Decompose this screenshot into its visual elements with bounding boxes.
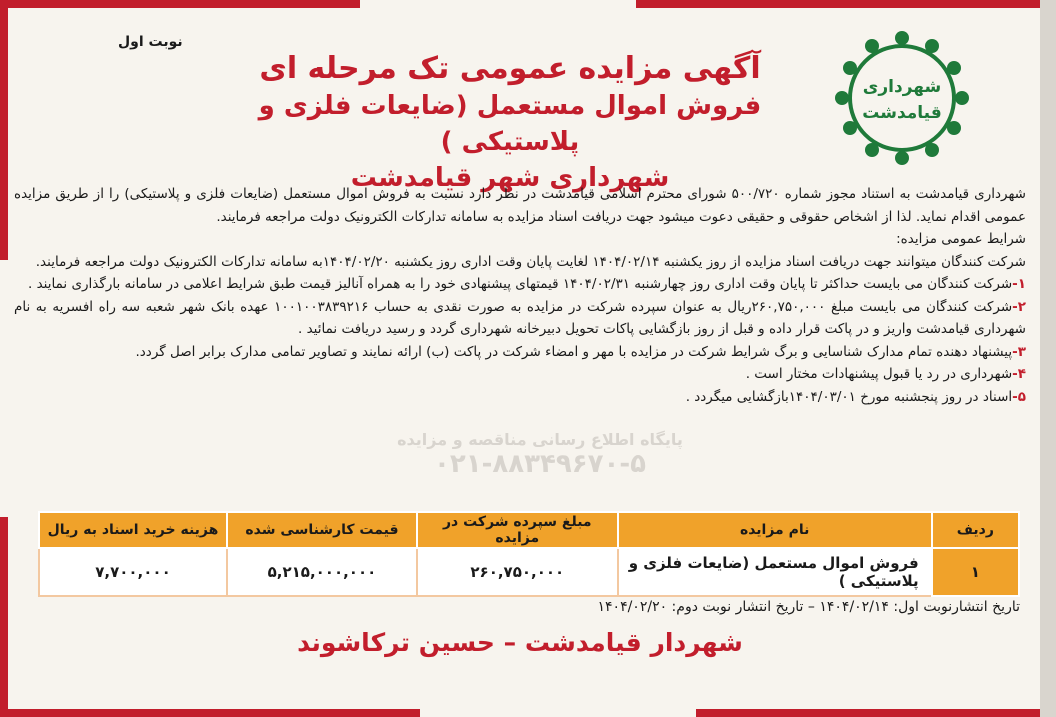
condition-item [14, 296, 1026, 341]
condition-item [14, 363, 1026, 386]
condition-text: شرکت کنندگان می بایست حداکثر تا پایان وقت اداری روز چهارشنبه ۱۴۰۴/۰۲/۳۱ قیمتهای پیشنهادی خود را به همراه آنالیز قیمت طبق شرایط اعلامی در سامانه بارگذاری نمایند . [28, 276, 1013, 292]
frame-corner [0, 709, 420, 717]
cell-appraisal: ۵,۲۱۵,۰۰۰,۰۰۰ [227, 548, 417, 596]
municipality-logo [832, 28, 972, 168]
frame-corner [636, 0, 1056, 8]
conditions-title: شرایط عمومی مزایده: [896, 231, 1026, 247]
conditions-intro: شرکت کنندگان میتوانند جهت دریافت اسناد مزایده از روز یکشنبه ۱۴۰۴/۰۲/۱۴ لغایت پایان وقت اداری روز یکشنبه ۱۴۰۴/۰۲/۲۰به سامانه تدارکات الکترونیک دولت مراجعه فرمایند. [35, 253, 1026, 270]
announcement-body [14, 183, 1026, 408]
condition-text: شهرداری در رد یا قبول پیشنهادات مختار است . [745, 366, 1013, 382]
frame-corner [696, 709, 1056, 717]
condition-item [14, 386, 1026, 409]
condition-item [14, 273, 1026, 296]
frame-corner [0, 0, 8, 260]
column-header-fee: هزینه خرید اسناد به ریال [39, 512, 227, 548]
logo-text-1: شهرداری [862, 77, 942, 97]
cell-row-number: ۱ [932, 548, 1019, 596]
logo-text-2: قیامدشت [862, 103, 942, 123]
frame-corner [0, 517, 8, 717]
column-header-row: ردیف [932, 512, 1019, 548]
condition-number: ۲- [1012, 298, 1026, 315]
condition-number: ۴- [1012, 366, 1026, 382]
issue-label: نوبت اول [118, 34, 183, 50]
cell-auction-name: فروش اموال مستعمل (ضایعات فلزی و پلاستیکی ) [618, 548, 932, 596]
title-block [200, 50, 820, 196]
column-header-appraisal: قیمت کارشناسی شده [227, 512, 417, 548]
watermark-line-2: ۰۲۱-۸۸۳۴۹۶۷۰-۵ [433, 449, 646, 479]
frame-corner [0, 0, 360, 8]
column-header-name: نام مزایده [618, 512, 932, 548]
title-line-2: فروش اموال مستعمل (ضایعات فلزی و پلاستیکی ) [258, 91, 762, 157]
condition-item [14, 341, 1026, 364]
cell-fee: ۷,۷۰۰,۰۰۰ [39, 548, 227, 596]
title-line-1: آگهی مزایده عمومی تک مرحله ای [259, 51, 761, 86]
column-header-deposit: مبلغ سپرده شرکت در مزایده [417, 512, 618, 548]
condition-number: ۵- [1012, 388, 1026, 405]
cell-deposit: ۲۶۰,۷۵۰,۰۰۰ [417, 548, 618, 596]
condition-text: اسناد در روز پنجشنبه مورخ ۱۴۰۴/۰۳/۰۱بازگشایی میگردد . [685, 388, 1013, 405]
condition-number: ۳- [1012, 343, 1026, 360]
publication-dates: تاریخ انتشارنوبت اول: ۱۴۰۴/۰۲/۱۴ – تاریخ انتشار نوبت دوم: ۱۴۰۴/۰۲/۲۰ [597, 599, 1020, 615]
title-line-3: شهرداری شهر قیامدشت [350, 163, 670, 193]
watermark-line-1: پایگاه اطلاع رسانی مناقصه و مزایده [397, 430, 683, 449]
intro-paragraph: شهرداری قیامدشت به استناد مجوز شماره ۵۰۰/۷۲۰ شورای محترم اسلامی قیامدشت در نظر دارد نسبت به فروش اموال مستعمل (ضایعات فلزی و پلاستیکی) را از طریق مزایده عمومی اقدام نماید. لذا از اشخاص حقوقی و حقیقی دعوت میشود جهت دریافت اسناد مزایده به سامانه تدارکات الکترونیک دولت مراجعه فرمایند. [14, 186, 1026, 225]
watermark [330, 430, 750, 479]
auction-table [38, 511, 1020, 597]
condition-text: پیشنهاد دهنده تمام مدارک شناسایی و برگ شرایط شرکت در مزایده با مهر و امضاء شرکت در پاکت (ب) ارائه نمایند و تصاویر تمامی مدارک برابر اصل گردد. [135, 343, 1013, 360]
page-edge [1040, 0, 1056, 717]
condition-number: ۱- [1012, 276, 1026, 292]
signer: شهردار قیامدشت – حسین ترکاشوند [297, 628, 743, 657]
condition-text: شرکت کنندگان می بایست مبلغ ۲۶۰,۷۵۰,۰۰۰ریال به عنوان سپرده شرکت در مزایده به صورت نقدی به حساب ۱۰۰۱۰۰۳۸۳۹۲۱۶ عهده بانک شهر شعبه سه راه افسریه به نام شهرداری قیامدشت واریز و در پاکت قرار داده و قبل از روز بازگشایی پاکات تحویل دبیرخانه شهرداری گردد و رسید دریافت نمائید . [14, 298, 1026, 337]
table-row [39, 548, 1019, 596]
table-header-row [39, 512, 1019, 548]
